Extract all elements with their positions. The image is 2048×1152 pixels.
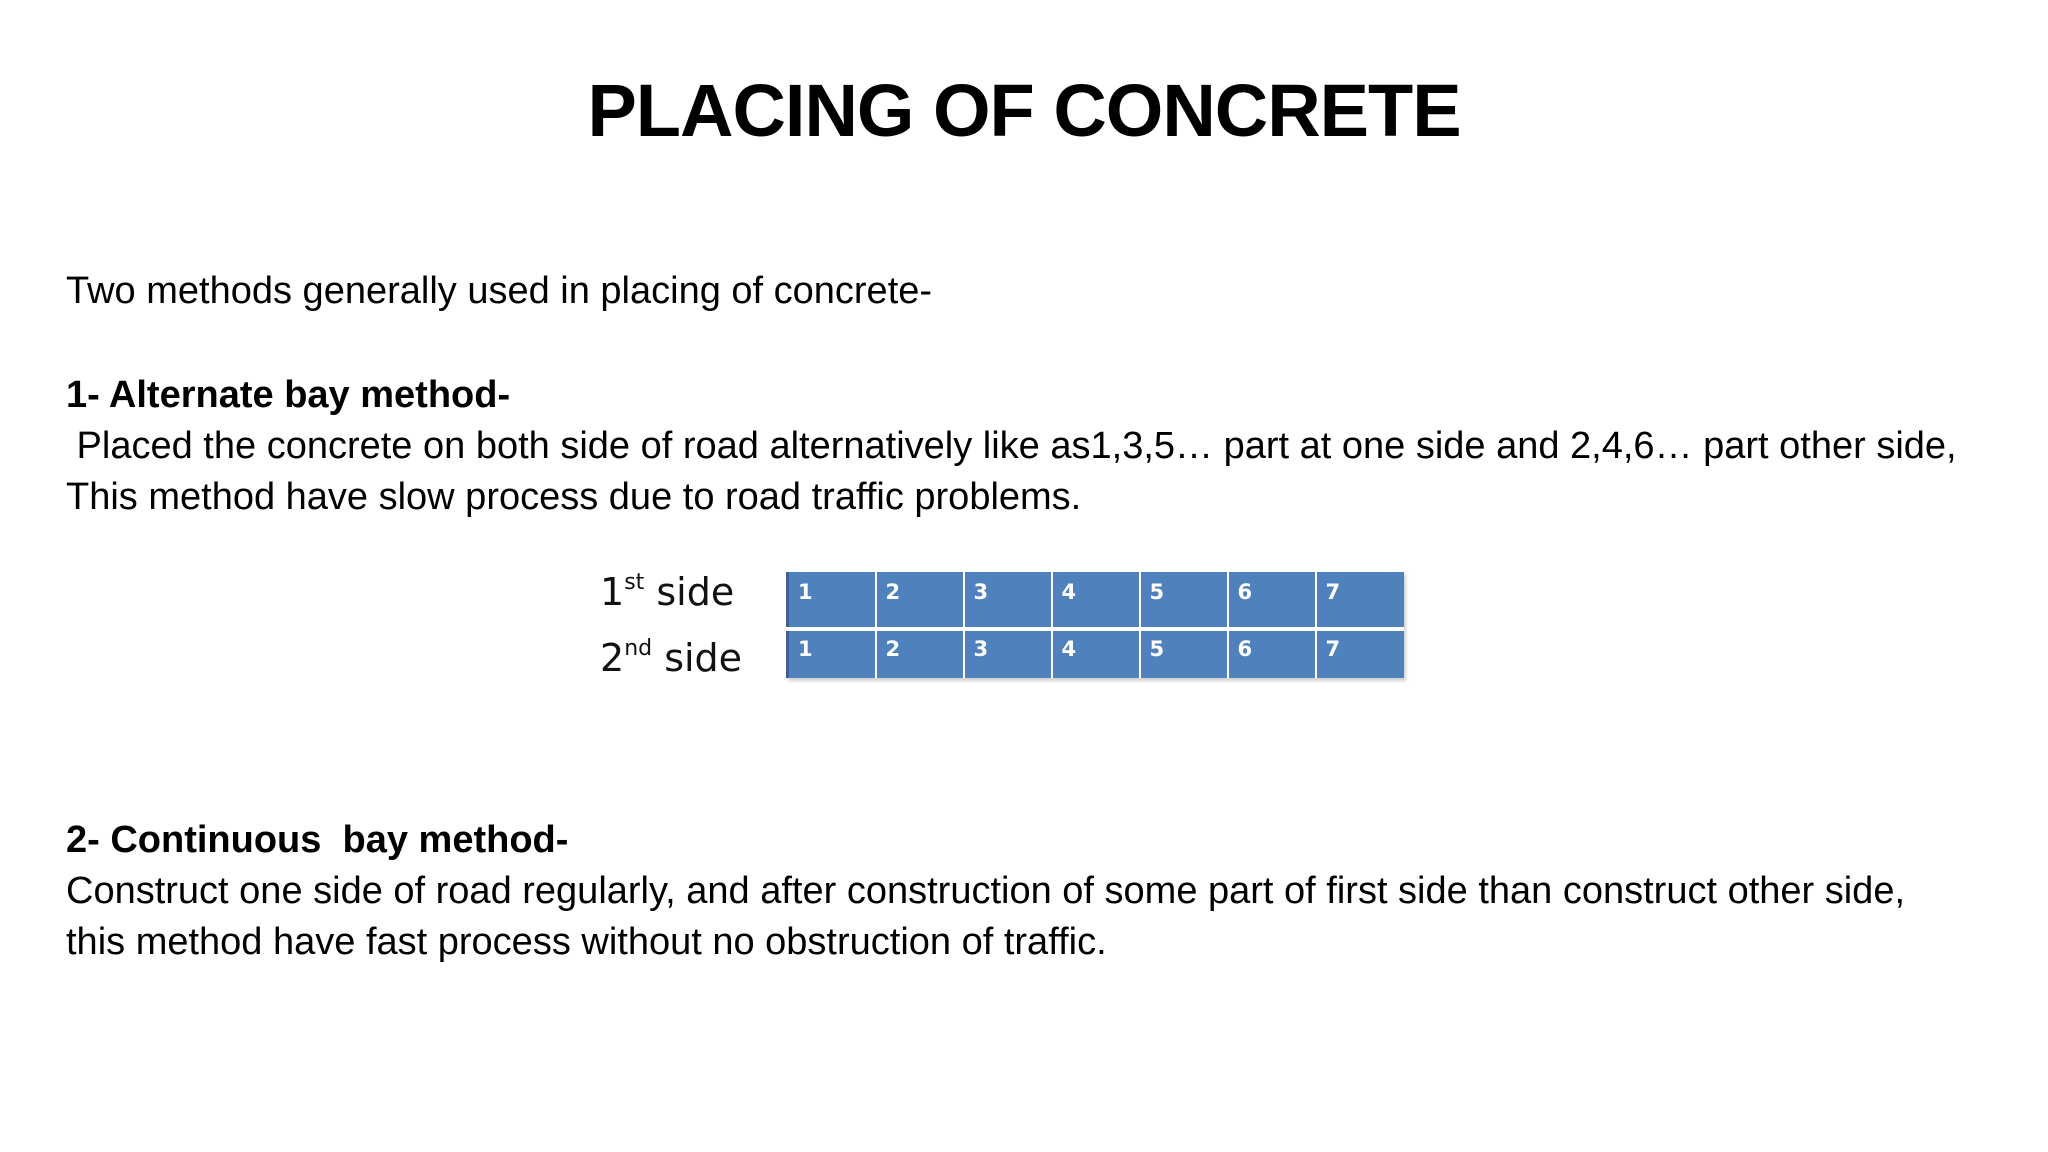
bay-cell: 3	[964, 572, 1052, 629]
bay-cell: 7	[1316, 572, 1404, 629]
bay-cell: 6	[1228, 629, 1316, 678]
second-side-number: 2	[600, 636, 625, 680]
bay-cell: 3	[964, 629, 1052, 678]
method1-description-line2: This method have slow process due to road traffic problems.	[66, 476, 1082, 518]
first-side-row	[788, 572, 1404, 629]
second-side-label	[600, 636, 742, 680]
method2-description-line2: this method have fast process without no obstruction of traffic.	[66, 921, 1107, 963]
intro-text: Two methods generally used in placing of concrete-	[66, 270, 933, 312]
bay-cell: 5	[1140, 572, 1228, 629]
method1-description-line1: Placed the concrete on both side of road alternatively like as1,3,5… part at one side and 2,4,6… part other side,	[66, 425, 1957, 467]
bay-cell: 2	[876, 629, 964, 678]
method2-heading: 2- Continuous bay method-	[66, 819, 569, 861]
bay-cell: 6	[1228, 572, 1316, 629]
bay-cell: 7	[1316, 629, 1404, 678]
bay-cell: 4	[1052, 629, 1140, 678]
second-side-word: side	[652, 636, 743, 680]
first-side-label	[600, 570, 734, 614]
bay-cell: 2	[876, 572, 964, 629]
second-side-ordinal: nd	[624, 636, 653, 661]
method1-heading: 1- Alternate bay method-	[66, 374, 511, 416]
bay-cell: 1	[788, 629, 876, 678]
first-side-ordinal: st	[624, 570, 645, 595]
bay-cell: 5	[1140, 629, 1228, 678]
bay-cell: 1	[788, 572, 876, 629]
bay-cell: 4	[1052, 572, 1140, 629]
method2-description-line1: Construct one side of road regularly, and after construction of some part of first side than construct other side,	[66, 870, 1906, 912]
first-side-number: 1	[600, 570, 625, 614]
first-side-word: side	[644, 570, 735, 614]
second-side-row	[788, 629, 1404, 678]
slide-title: PLACING OF CONCRETE	[587, 69, 1461, 152]
bay-diagram-table	[786, 572, 1404, 678]
